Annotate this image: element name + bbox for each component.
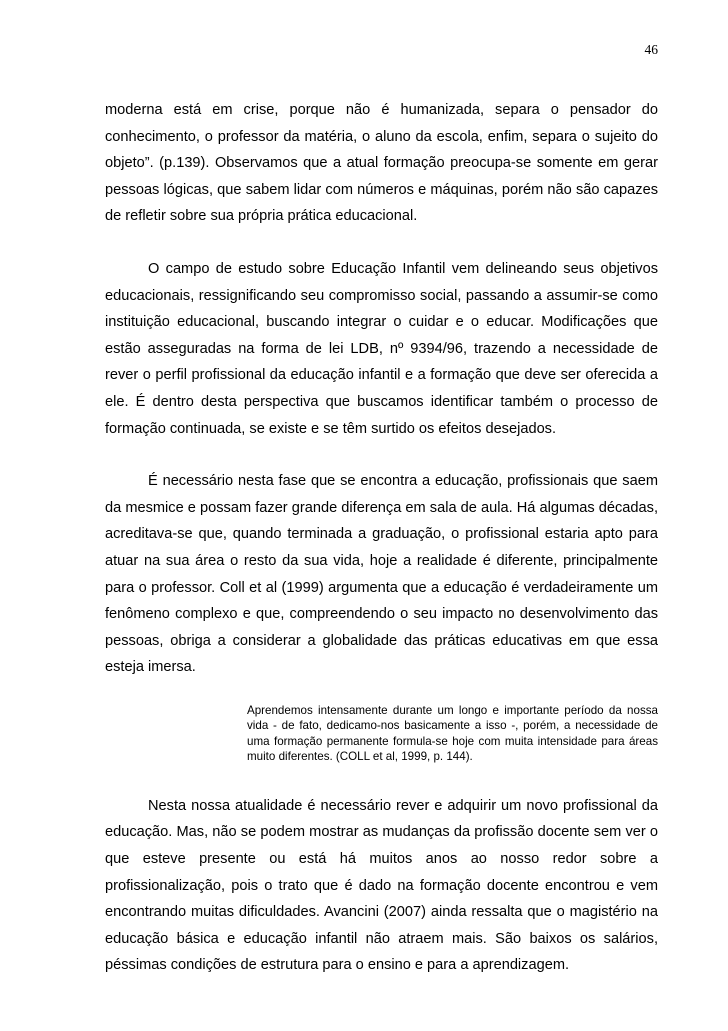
body-text [105,97,658,979]
paragraph-2: O campo de estudo sobre Educação Infantil vem delineando seus objetivos educacionais, ressignificando seu compromisso social, passando a assumir-se como instituição educacional, buscando integrar o cuidar e o educar. Modificações que estão asseguradas na forma de lei LDB, nº 9394/96, trazendo a necessidade de rever o perfil profissional da educação infantil e a formação que deve ser oferecida a ele. É dentro desta perspectiva que buscamos identificar também o processo de formação continuada, se existe e se têm surtido os efeitos desejados. [105,260,658,437]
block-quote: Aprendemos intensamente durante um longo e importante período da nossa vida - de fato, dedicamo-nos basicamente a isso -, porém, a necessidade de uma formação permanente formula-se hoje com muita intensidade para áreas muito diferentes. (COLL et al, 1999, p. 144). [247,703,658,764]
page-number: 46 [644,42,658,57]
paragraph-4: Nesta nossa atualidade é necessário rever e adquirir um novo profissional da educação. Mas, não se podem mostrar as mudanças da profissão docente sem ver o que esteve presente ou está há muitos anos ao nosso redor sobre a profissionalização, pois o trato que é dado na formação docente encontrou e vem encontrando muitas dificuldades. Avancini (2007) ainda ressalta que o magistério na educação básica e educação infantil não atraem mais. São baixos os salários, péssimas condições de estrutura para o ensino e para a aprendizagem. [105,797,658,974]
paragraph-3: É necessário nesta fase que se encontra a educação, profissionais que saem da mesmice e possam fazer grande diferença em sala de aula. Há algumas décadas, acreditava-se que, quando terminada a graduação, o profissional estaria apto para atuar na sua área o resto da sua vida, hoje a realidade é diferente, principalmente para o professor. Coll et al (1999) argumenta que a educação é verdadeiramente um fenômeno complexo e que, compreendendo o seu impacto no desenvolvimento das pessoas, obriga a considerar a globalidade das práticas educativas em que essa esteja imersa. [105,473,658,676]
paragraph-1: moderna está em crise, porque não é humanizada, separa o pensador do conhecimento, o professor da matéria, o aluno da escola, enfim, separa o sujeito do objeto”. (p.139). Observamos que a atual formação preocupa-se somente em gerar pessoas lógicas, que sabem lidar com números e máquinas, porém não são capazes de refletir sobre sua própria prática educacional. [105,102,658,225]
